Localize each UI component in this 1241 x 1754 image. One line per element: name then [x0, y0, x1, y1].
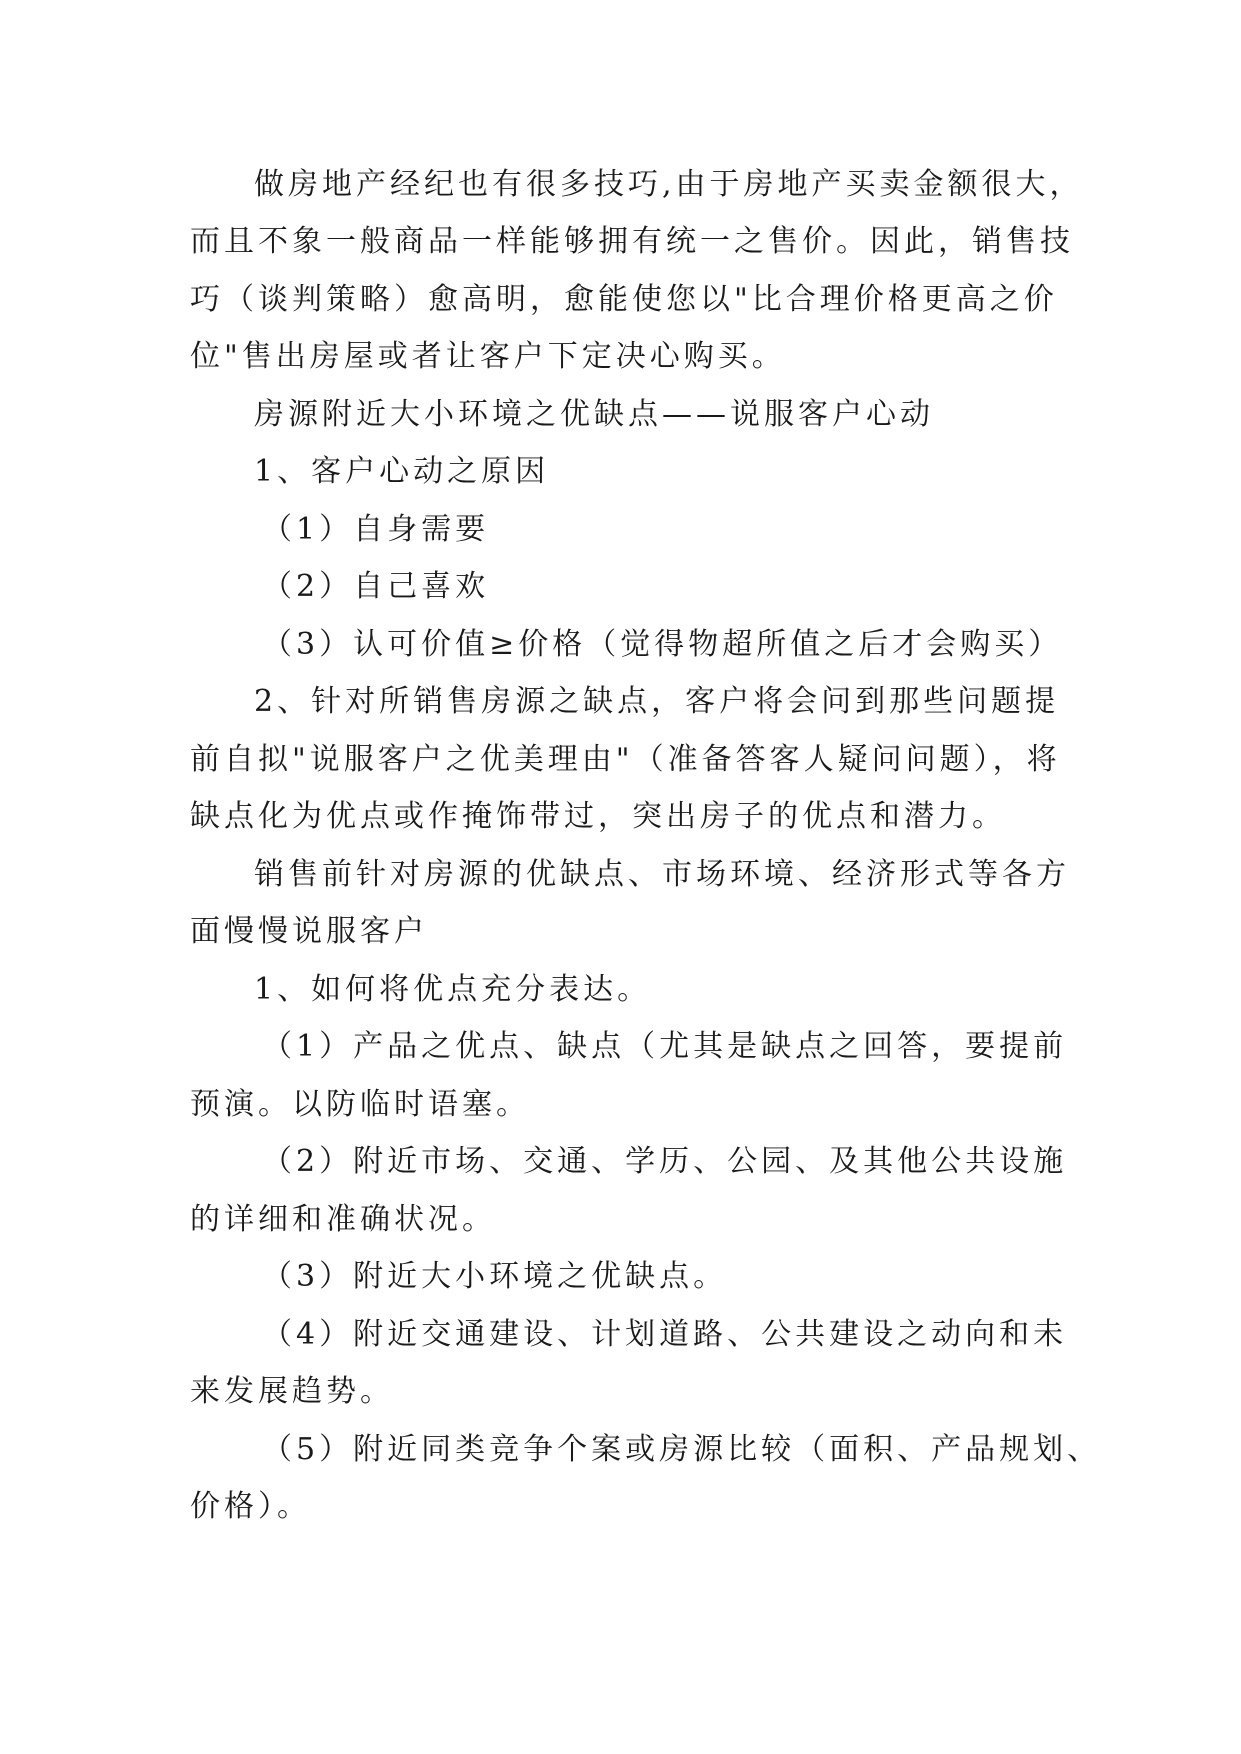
paragraph-line: 面慢慢说服客户 — [190, 914, 428, 949]
list-item: 1、客户心动之原因 — [254, 454, 550, 489]
list-item-continuation: 价格）。 — [190, 1489, 311, 1524]
list-item-continuation: 预演。以防临时语塞。 — [190, 1087, 530, 1122]
list-item: （2）附近市场、交通、学历、公园、及其他公共设施 — [262, 1144, 1068, 1179]
list-item: （2）自己喜欢 — [262, 569, 490, 604]
paragraph-line: 巧（谈判策略）愈高明，愈能使您以"比合理价格更高之价 — [190, 282, 1058, 317]
paragraph-line: 销售前针对房源的优缺点、市场环境、经济形式等各方 — [254, 857, 1070, 892]
paragraph-line: 前自拟"说服客户之优美理由"（准备答客人疑问问题），将 — [190, 742, 1061, 777]
list-item-continuation: 的详细和准确状况。 — [190, 1202, 496, 1237]
paragraph-line: 缺点化为优点或作掩饰带过，突出房子的优点和潜力。 — [190, 799, 1006, 834]
list-item: （4）附近交通建设、计划道路、公共建设之动向和未 — [262, 1317, 1068, 1352]
paragraph-line: 位"售出房屋或者让客户下定决心购买。 — [190, 339, 786, 374]
paragraph-line: 2、针对所销售房源之缺点，客户将会问到那些问题提 — [254, 684, 1060, 719]
list-item: （3）附近大小环境之优缺点。 — [262, 1259, 728, 1294]
paragraph-line: 做房地产经纪也有很多技巧,由于房地产买卖金额很大， — [254, 167, 1084, 202]
list-item: （1）自身需要 — [262, 512, 490, 547]
list-item: 1、如何将优点充分表达。 — [254, 972, 652, 1007]
paragraph-line: 而且不象一般商品一样能够拥有统一之售价。因此，销售技 — [190, 224, 1074, 259]
list-item: （3）认可价值≥价格（觉得物超所值之后才会购买） — [262, 627, 1063, 662]
list-item: （5）附近同类竞争个案或房源比较（面积、产品规划、 — [262, 1432, 1102, 1467]
list-item: （1）产品之优点、缺点（尤其是缺点之回答，要提前 — [262, 1029, 1068, 1064]
section-heading: 房源附近大小环境之优缺点——说服客户心动 — [254, 397, 934, 432]
list-item-continuation: 来发展趋势。 — [190, 1374, 394, 1409]
